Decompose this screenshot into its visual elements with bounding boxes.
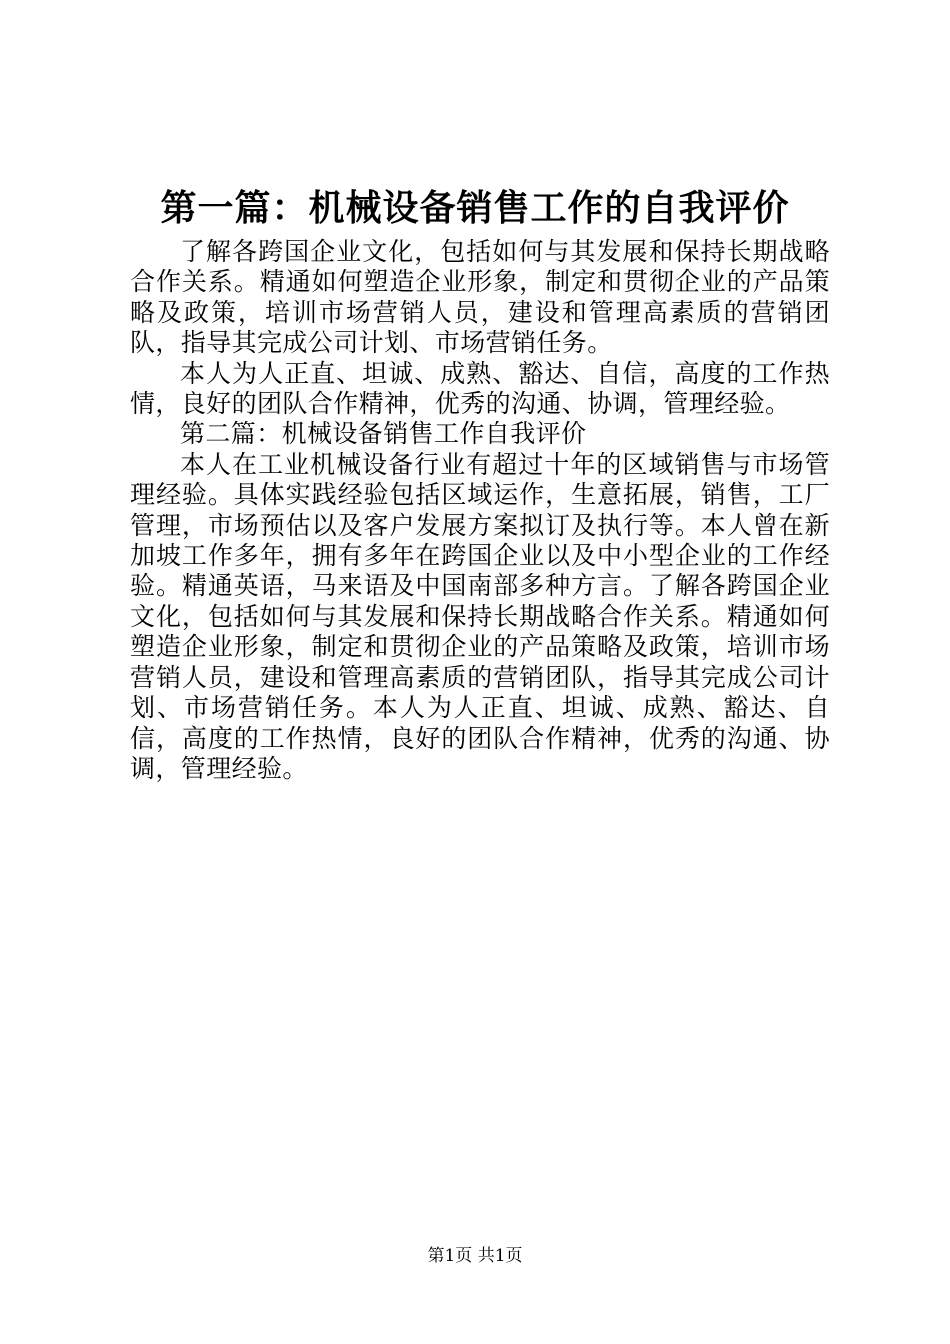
page-footer: 第1页 共1页 [427,1246,523,1266]
section-heading-2: 第二篇：机械设备销售工作自我评价 [180,419,587,449]
paragraph-1: 了解各跨国企业文化，包括如何与其发展和保持长期战略合作关系。精通如何塑造企业形象，制定和贯彻企业的产品策略及政策，培训市场营销人员，建设和管理高素质的营销团队，指导其完成公司计划、市场营销任务。 [130,237,830,358]
paragraph-2: 本人为人正直、坦诚、成熟、豁达、自信，高度的工作热情，良好的团队合作精神，优秀的沟通、协调，管理经验。 [130,358,830,419]
document-title: 第一篇：机械设备销售工作的自我评价 [160,187,790,229]
paragraph-3: 本人在工业机械设备行业有超过十年的区域销售与市场管理经验。具体实践经验包括区域运作，生意拓展，销售，工厂管理，市场预估以及客户发展方案拟订及执行等。本人曾在新加坡工作多年，拥有多年在跨国企业以及中小型企业的工作经验。精通英语，马来语及中国南部多种方言。了解各跨国企业文化，包括如何与其发展和保持长期战略合作关系。精通如何塑造企业形象，制定和贯彻企业的产品策略及政策，培训市场营销人员，建设和管理高素质的营销团队，指导其完成公司计划、市场营销任务。本人为人正直、坦诚、成熟、豁达、自信，高度的工作热情，良好的团队合作精神，优秀的沟通、协调，管理经验。 [130,449,830,783]
document-body [130,237,830,784]
